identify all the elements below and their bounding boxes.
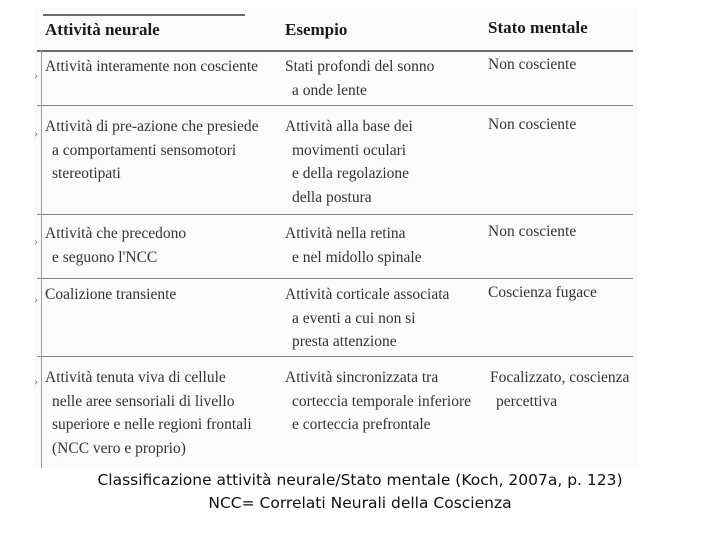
top-rule (43, 14, 245, 16)
row-4-state: Coscienza fugace (488, 284, 597, 301)
left-edge (41, 50, 42, 468)
row-marker: › (34, 292, 38, 306)
row-1-state: Non cosciente (488, 56, 577, 73)
row-marker: › (34, 234, 38, 248)
row-marker: › (34, 374, 38, 388)
row-marker: › (34, 126, 38, 140)
row-rule-3 (37, 278, 633, 279)
row-5-state: Focalizzato, coscienza percettiva (490, 369, 630, 410)
row-1-example: Stati profondi del sonno a onde lente (285, 58, 435, 99)
caption-note: NCC= Correlati Neurali della Coscienza (208, 494, 512, 512)
row-3-example: Attività nella retina e nel midollo spinale (285, 225, 422, 266)
header-example: Esempio (285, 20, 348, 39)
row-rule-2 (37, 214, 633, 215)
caption-source: Classificazione attività neurale/Stato mentale (Koch, 2007a, p. 123) (97, 471, 623, 489)
row-5-example: Attività sincronizzata tra corteccia temporale inferiore e corteccia prefrontale (285, 369, 471, 433)
row-5-activity: Attività tenuta viva di cellule nelle aree sensoriali di livello superiore e nelle regioni frontali (NCC vero e proprio) (45, 369, 252, 457)
row-3-activity: Attività che precedono e seguono l'NCC (45, 225, 187, 266)
header-rule (37, 50, 633, 52)
scanned-table-image (33, 8, 638, 468)
row-1-activity: Attività interamente non cosciente (45, 58, 259, 75)
row-2-example: Attività alla base dei movimenti oculari e della regolazione della postura (285, 118, 413, 206)
row-4-example: Attività corticale associata a eventi a cui non si presta attenzione (285, 286, 450, 350)
row-4-activity: Coalizione transiente (45, 286, 177, 303)
row-2-activity: Attività di pre-azione che presiede a comportamenti sensomotori stereotipati (45, 118, 259, 182)
header-activity: Attività neurale (45, 20, 160, 39)
row-2-state: Non cosciente (488, 116, 577, 133)
row-rule-1 (37, 105, 633, 106)
header-state: Stato mentale (488, 18, 588, 37)
row-3-state: Non cosciente (488, 223, 577, 240)
row-marker: › (34, 68, 38, 82)
row-rule-4 (37, 356, 633, 357)
